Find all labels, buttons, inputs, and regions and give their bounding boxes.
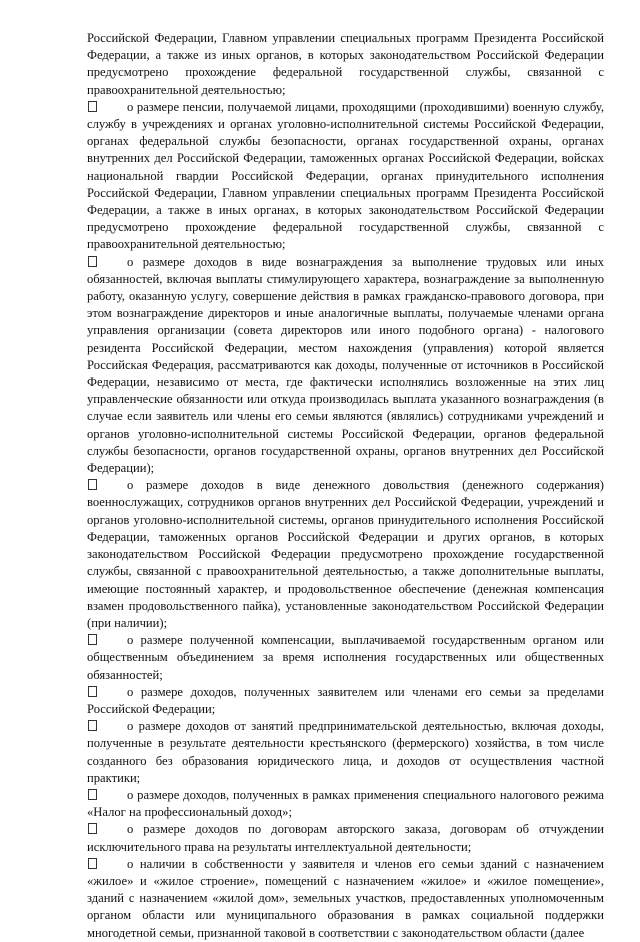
list-item [87,477,604,632]
list-item-text: о размере доходов, полученных заявителем или членами его семьи за пределами Российской Федерации; [87,684,604,716]
list-item-text: о размере доходов в виде вознаграждения за выполнение трудовых или иных обязанностей, включая выплаты стимулирующего характера, вознаграждение за выполненную работу, оказанную услугу, совершение действия в рамках гражданско-правового договора, при этом вознаграждение директоров и иные аналогичные выплаты, получаемые членами органа управления организации (совета директоров или иного подобного органа) - налогового резидента Российской Федерации, местом нахождения (управления) которой является Российская Федерация, рассматриваются как доходы, полученные от источников в Российской Федерации, независимо от места, где фактически исполнялись возложенные на этих лиц управленческие обязанности или откуда производилась выплата указанного вознаграждения (в случае если заявитель или члены его семьи являются (являлись) сотрудниками учреждений и органов уголовно-исполнительной системы Российской Федерации, органов федеральной службы безопасности, органов государственной охраны, органов внутренних дел Российской Федерации); [87,254,604,476]
list-item [87,632,604,684]
list-item-text: о размере доходов, полученных в рамках применения специального налогового режима «Налог на профессиональный доход»; [87,787,604,820]
checkbox-bullet-icon [88,686,97,697]
list-item [87,99,604,254]
checkbox-bullet-icon [88,823,97,834]
list-item-text: о размере пенсии, получаемой лицами, проходящими (проходившими) военную службу, службу в учреждениях и органах уголовно-исполнительной системы Российской Федерации, органах федеральной службы безопасности, органах государственной охраны, органах внутренних дел Российской Федерации, таможенных органах Российской Федерации, войсках национальной гвардии Российской Федерации, органах принудительного исполнения Российской Федерации, Главном управлении специальных программ Президента Российской Федерации, а также в иных органах, в которых законодательством Российской Федерации предусмотрено прохождение федеральной государственной службы, связанной с правоохранительной деятельностью; [87,99,604,252]
list-item [87,718,604,787]
list-item [87,254,604,478]
checkbox-bullet-icon [88,479,97,490]
list-item-text: о размере доходов в виде денежного довольствия (денежного содержания) военнослужащих, сотрудников органов внутренних дел Российской Федерации, учреждений и органов уголовно-исполнительной системы, органов принудительного исполнения Российской Федерации, таможенных органов Российской Федерации и других органов, в которых законодательством Российской Федерации предусмотрено прохождение государственной службы, связанной с правоохранительной деятельностью, а также дополнительные выплаты, имеющие постоянный характер, и продовольственное обеспечение (денежная компенсация взамен продовольственного пайка), установленные законодательством Российской Федерации (при наличии); [87,478,604,630]
list-item-text: о размере полученной компенсации, выплачиваемой государственным органом или общественным объединением за время исполнения государственных или общественных обязанностей; [87,633,604,682]
list-item [87,821,604,855]
list-item-text: о наличии в собственности у заявителя и членов его семьи зданий с назначением «жилое» и «жилое строение», помещений с назначением «жилое» и «жилое помещение», зданий с назначением «жилой дом», земельных участков, предоставленных уполномоченным органом области или муниципального образования в рамках социальной поддержки многодетной семьи, признанной таковой в соответствии с законодательством области (далее [87,856,604,940]
checkbox-bullet-icon [88,101,97,112]
intro-paragraph: Российской Федерации, Главном управлении специальных программ Президента Российской Федерации, а также из иных органов, в которых законодательством Российской Федерации предусмотрено прохождение федеральной государственной службы, связанной с правоохранительной деятельностью; [87,31,604,97]
document-page [87,30,604,942]
checkbox-bullet-icon [88,256,97,267]
checkbox-bullet-icon [88,634,97,645]
list-item-text: о размере доходов от занятий предпринимательской деятельностью, включая доходы, полученные в результате деятельности крестьянского (фермерского) хозяйства, в том числе созданного без образования юридического лица, и доходов от осуществления частной практики; [87,719,604,785]
list-item [87,787,604,821]
checkbox-bullet-icon [88,789,97,800]
list-item-text: о размере доходов по договорам авторского заказа, договорам об отчуждении исключительного права на результаты интеллектуальной деятельности; [87,822,604,854]
list-item [87,856,604,942]
checkbox-bullet-icon [88,720,97,731]
list-item [87,684,604,718]
checkbox-bullet-icon [88,858,97,869]
